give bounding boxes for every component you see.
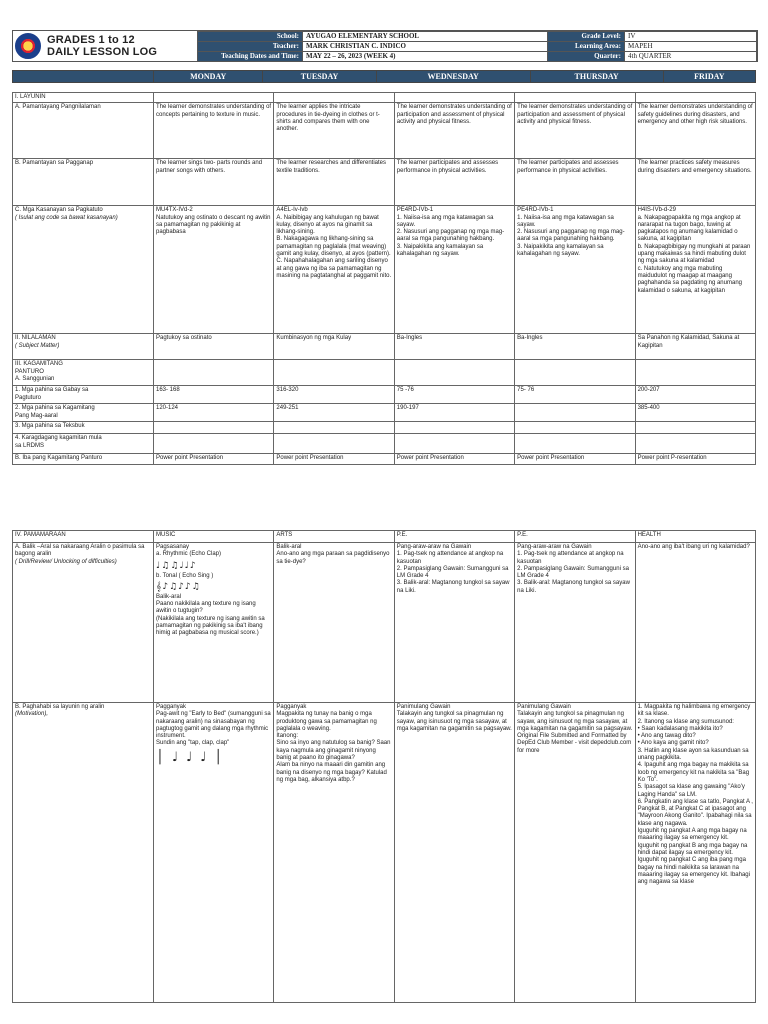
table-cell: Pagganyak Pag-awit ng "Early to Bed" (sumangguni sa nakaraang aralin) na sinasabayan ng pagtugtog gamit ang dalang mga rhythmic instrument. Sundin ang "tap, clap, clap" │♩♩♩│ (154, 703, 274, 1003)
table-cell: Ba-Ingles (394, 334, 514, 360)
table-cell: Balik-aral Ano-ano ang mga paraan sa pagdidisenyo sa tie-dye? (274, 543, 394, 703)
table-cell: Pang-araw-araw na Gawain 1. Pag-tsek ng attendance at angkop na kasuotan 2. Pampasiglang Gawain: Sumangguni sa LM Grade 4 3. Balik-aral: Magtanong tungkol sa sayaw na Liki. (394, 543, 514, 703)
table-cell (154, 434, 274, 454)
grade-value: IV (625, 32, 757, 42)
table-cell (635, 422, 755, 434)
table-cell (394, 434, 514, 454)
music-review: Balik-aral Paano nakikilala ang texture ng isang awitin o tugtugin? (Nakikilala ang texture ng isang awitin sa pamamagitan ng pakikinig sa iba't ibang himig at pagbabasa ng musical score.) (156, 593, 265, 637)
quarter-notes-icon: │♩♩♩│ (156, 749, 231, 765)
table-cell: 1. Magpakita ng halimbawa ng emergency kit sa klase. 2. Itanong sa klase ang sumusunod: • Saan kadalasang makikita ito? • Ano ang tawag dito? • Ano kaya ang gamit nito? 3. Hatiin ang klase ayon sa kasunduan sa unang pagkikita. 4. Ipaguhit ang mga bagay na makikita sa loob ng emergency kit na nakikita sa "Bag Ko 'To". 5. Ipasagot sa klase ang gawaing "Ako'y Laging Handa" sa LM. 6. Pangkatin ang klase sa tatlo, Pangkat A , Pangkat B, at Pangkat C at ipasagot ang "Mayroon Akong Ganito". Ipabahagi nila sa klase ang nagawa. Iguguhit ng pangkat A ang mga bagay na maaaring ilagay sa emergency kit. Iguguhit ng pangkat B ang mga bagay na hindi dapat ilagay sa emergency kit. Iguguhit ng pangkat C ang iba pang mga bagay na hindi naikikita sa larawan na maaaring ilagay sa emergency kit. Ibahagi ang nagawa sa klase (635, 703, 755, 1003)
subject-arts: ARTS (274, 531, 394, 543)
table-cell: Ba-Ingles (515, 334, 635, 360)
deped-seal-icon (15, 33, 41, 59)
row-label: 4. Karagdagang kagamitan mula sa LRDMS (13, 434, 154, 454)
lesson-log-header (12, 30, 758, 62)
table-cell (274, 434, 394, 454)
table-cell: Power point Presentation (515, 454, 635, 464)
row-label-note: ( Drill/Review/ Unlocking of difficulties) (15, 558, 117, 565)
table-cell: Pagtukoy sa ostinato (154, 334, 274, 360)
table-cell: 163- 168 (154, 386, 274, 404)
table-cell: Pang-araw-araw na Gawain 1. Pag-tsek ng attendance at angkop na kasuotan 2. Pampasiglang Gawain: Sumangguni sa LM Grade 4 3. Balik-aral: Magtanong tungkol sa sayaw na Liki. (515, 543, 635, 703)
table-cell: Power point Presentation (394, 454, 514, 464)
table-cell: PE4RD-IVb-1 1. Naiisa-isa ang mga katawagan sa sayaw. 2. Nasusuri ang pagganap ng mga mag-aaral sa mga pangunahing hakbang. 3. Naipakikita ang kamalayan sa kahalagahan ng sayaw. (515, 206, 635, 334)
row-label: B. Iba pang Kagamitang Panturo (13, 454, 154, 464)
day-friday: FRIDAY (663, 71, 755, 83)
log-title: GRADES 1 to 12 DAILY LESSON LOG (47, 34, 158, 58)
table-cell: The learner participates and assesses performance in physical activities. (394, 159, 514, 206)
table-cell: 316-320 (274, 386, 394, 404)
table-cell: 120-124 (154, 404, 274, 422)
table-cell (394, 93, 514, 103)
subject-music: MUSIC (154, 531, 274, 543)
row-label: A. Balik –Aral sa nakaraang Aralin o pasimula sa bagong aralin ( Drill/Review/ Unlocking of difficulties) (13, 543, 154, 703)
table-cell (274, 93, 394, 103)
day-wednesday: WEDNESDAY (376, 71, 530, 83)
table-cell (635, 434, 755, 454)
table-row (13, 454, 756, 464)
table-row (13, 93, 756, 103)
info-table: School: AYUGAO ELEMENTARY SCHOOL Grade Level: IV Teacher: MARK CHRISTIAN C. INDICO Learning Area: MAPEH Teaching Dates and Time: MAY 22 – 26, 2023 (WEEK 4) Quarter: 4th QUARTER (197, 31, 757, 62)
table-cell: Panimulang Gawain Talakayin ang tungkol sa pinagmulan ng sayaw, ang isinusuot ng mga sasayaw, at mga kagamitan na gagamitin sa pagsayaw. (394, 703, 514, 1003)
day-header-bar (12, 70, 756, 83)
table-row (13, 543, 756, 703)
table-cell: The learner participates and assesses performance in physical activities. (515, 159, 635, 206)
table-cell: The learner demonstrates understanding of safety guidelines during disasters, and emergency and other high risk situations. (635, 103, 755, 159)
row-label-note: ( Isulat ang code sa bawat kasanayan) (15, 214, 118, 221)
row-label: C. Mga Kasanayan sa Pagkatuto ( Isulat ang code sa bawat kasanayan) (13, 206, 154, 334)
table-cell: Pagsasanay a. Rhythmic (Echo Clap) ♩♫♫♩♩♪ b. Tonal ( Echo Sing ) 𝄞♪♫♪♪♫ Balik-aral Paano nakikilala ang texture ng isang awitin o tugtugin? (Nakikilala ang texture ng isang awitin sa pamamagitan ng pakikinig sa iba't ibang himig at pagbabasa ng musical score.) (154, 543, 274, 703)
table-cell: The learner sings two- parts rounds and partner songs with others. (154, 159, 274, 206)
table-row (13, 206, 756, 334)
table-cell (274, 360, 394, 386)
table-cell (515, 93, 635, 103)
tonal-label: b. Tonal ( Echo Sing ) (156, 572, 214, 579)
table-row (13, 159, 756, 206)
table-cell (394, 422, 514, 434)
table-cell: Kumbinasyon ng mga Kulay (274, 334, 394, 360)
rhythm-notation-icon: ♩♫♫♩♩♪ (156, 560, 197, 571)
row-label: III. KAGAMITANG PANTURO A. Sanggunian (13, 360, 154, 386)
table-cell: The learner practices safety measures during disasters and emergency situations. (635, 159, 755, 206)
table-cell: 75- 76 (515, 386, 635, 404)
table-cell: Ano-ano ang iba't ibang uri ng kalamidad? (635, 543, 755, 703)
table-cell (154, 93, 274, 103)
table-cell (274, 422, 394, 434)
row-label: B. Paghahabi sa layunin ng aralin (Motivation), (13, 703, 154, 1003)
table-cell: Power point P-resentation (635, 454, 755, 464)
table-cell: 190-197 (394, 404, 514, 422)
table-cell (635, 93, 755, 103)
table-cell (154, 360, 274, 386)
table-row (13, 703, 756, 1003)
table-cell (515, 360, 635, 386)
school-value: AYUGAO ELEMENTARY SCHOOL (303, 32, 548, 42)
table-cell (515, 404, 635, 422)
teacher-value: MARK CHRISTIAN C. INDICO (303, 42, 548, 52)
table-cell: 75 -76 (394, 386, 514, 404)
table-row (13, 404, 756, 422)
table-row (13, 422, 756, 434)
day-thursday: THURSDAY (530, 71, 663, 83)
table-cell (394, 360, 514, 386)
table-cell: The learner demonstrates understanding of concepts pertaining to texture in music. (154, 103, 274, 159)
table-cell (635, 360, 755, 386)
table-cell: PE4RD-IVb-1 1. Naiisa-isa ang mga katawagan sa sayaw. 2. Nasusuri ang pagganap ng mga mag-aaral sa mga pangunahing hakbang. 3. Naipakikita ang kamalayan sa kahalagahan ng sayaw. (394, 206, 514, 334)
table-row (13, 386, 756, 404)
table-cell: MU4TX-IVd-2 Natutukoy ang ostinato o descant ng awitin sa pamamagitan ng pakikinig at pagbabasa (154, 206, 274, 334)
table-row (13, 434, 756, 454)
table-cell (515, 422, 635, 434)
quarter-value: 4th QUARTER (625, 52, 757, 62)
area-value: MAPEH (625, 42, 757, 52)
table-cell: 385-400 (635, 404, 755, 422)
table-cell: The learner applies the intricate procedures in tie-dyeing in clothes or t-shirts and compares them with one another. (274, 103, 394, 159)
table-cell (515, 434, 635, 454)
table-cell: 200-207 (635, 386, 755, 404)
objectives-table (12, 92, 756, 465)
table-cell: The learner demonstrates understanding of participation and assessment of physical activity and physical fitness. (394, 103, 514, 159)
row-label: II. NILALAMAN ( Subject Matter) (13, 334, 154, 360)
subject-pe: P.E. (515, 531, 635, 543)
day-monday: MONDAY (154, 71, 263, 83)
row-label: B. Pamantayan sa Pagganap (13, 159, 154, 206)
subject-health: HEALTH (635, 531, 755, 543)
procedure-header-row (13, 531, 756, 543)
row-label-note: ( Subject Matter) (15, 342, 60, 349)
row-label: A. Pamantayang Pangnilalaman (13, 103, 154, 159)
table-cell: Power point Presentation (154, 454, 274, 464)
row-label: 3. Mga pahina sa Teksbuk (13, 422, 154, 434)
table-row (13, 334, 756, 360)
table-cell: A4EL-Iv-Ivb A. Naibibigay ang kahulugan ng bawat kulay, disenyo at ayos na ginamit sa likhang-sining. B. Nakagagawa ng likhang-sining sa pamamagitan ng paglalala (mat weaving) gamit ang kulay, disenyo, at ayos (pattern). C. Napahahalagahan ang sariling disenyo at ang gawa ng iba sa pamamagitan ng masining na pagtatanghal at paggamit nito. (274, 206, 394, 334)
row-label: 2. Mga pahina sa Kagamitang Pang Mag-aaral (13, 404, 154, 422)
table-cell: Panimulang Gawain Talakayin ang tungkol sa pinagmulan ng sayaw, ang isinusuot ng mga sasayaw, at mga kagamitan na gagamitin sa pagsayaw. Original File Submitted and Formatted by DepEd Club Member - visit depedclub.com for more (515, 703, 635, 1003)
row-label: 1. Mga pahina sa Gabay sa Pagtuturo (13, 386, 154, 404)
row-label-note: (Motivation), (15, 711, 49, 718)
table-cell: 249-251 (274, 404, 394, 422)
table-row (13, 360, 756, 386)
table-cell: Power point Presentation (274, 454, 394, 464)
table-cell: Sa Panahon ng Kalamidad, Sakuna at Kagipitan (635, 334, 755, 360)
table-cell: The learner researches and differentiates textile traditions. (274, 159, 394, 206)
table-cell: H4IS-IVb-d-29 a. Nakapagpapakita ng mga angkop at nararapat na tugon bago, tuwing at pagkatapos ng anumang kalamidad o sakuna, at kagipitan b. Nakapagbibigay ng mungkahi at paraan upang makaiwas sa hindi mabuting dulot ng mga sakuna at kalamidad c. Natutukoy ang mga mabuting maidudulot ng maagap at maagang paghahanda sa pagdating ng anumang kalamidad o sakuna, at kagipitan (635, 206, 755, 334)
table-row (13, 103, 756, 159)
day-tuesday: TUESDAY (263, 71, 376, 83)
row-label: I. LAYUNIN (13, 93, 154, 103)
row-label: IV. PAMAMARAAN (13, 531, 154, 543)
subject-pe: P.E. (394, 531, 514, 543)
dates-value: MAY 22 – 26, 2023 (WEEK 4) (303, 52, 548, 62)
table-cell: The learner demonstrates understanding of participation and assessment of physical activity and physical fitness. (515, 103, 635, 159)
procedure-table (12, 530, 756, 1003)
table-cell (154, 422, 274, 434)
music-staff-icon: 𝄞♪♫♪♪♫ (156, 581, 201, 592)
table-cell: Pagganyak Magpakita ng tunay na banig o mga produktong gawa sa pamamagitan ng paglalala o weaving. Itanong: Sino sa inyo ang natutulog sa banig? Saan kaya nagmula ang ginagamit ninyong banig at paano ito ginagawa? Alam ba ninyo na maaari din gamitin ang banig na disenyo ng mga bagay? Katulad ng mga bag, alkansiya atbp.? (274, 703, 394, 1003)
